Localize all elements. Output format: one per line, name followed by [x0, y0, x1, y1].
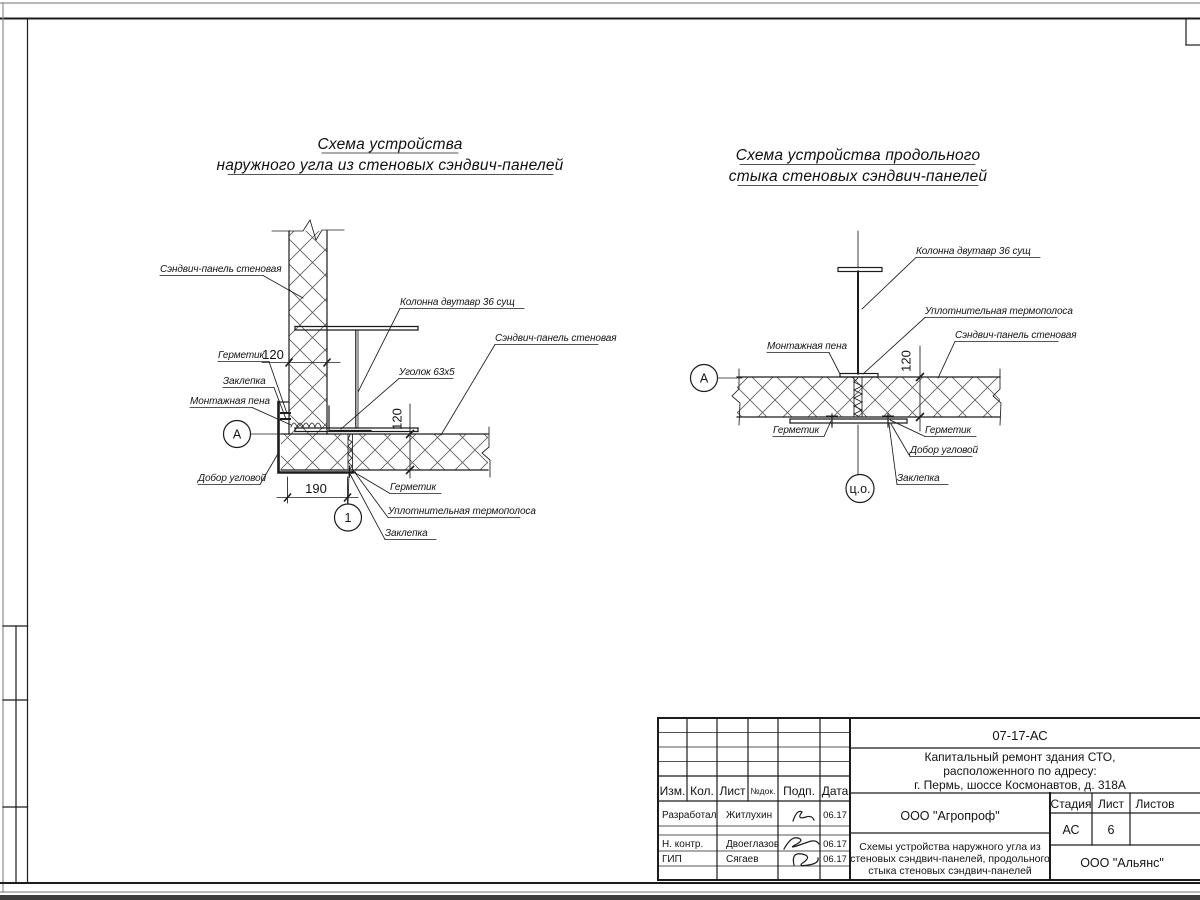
label-thermal-strip: Уплотнительная термополоса — [925, 306, 1073, 317]
label-sealant-right: Герметик — [925, 425, 972, 436]
section-mark-a — [691, 365, 743, 392]
sheet-title-line1: Схемы устройства наружного угла из — [859, 841, 1041, 853]
project-line2: расположенного по адресу: — [943, 764, 1097, 778]
label-sealant-top: Герметик — [218, 350, 265, 361]
scheme-titles — [217, 136, 988, 186]
dim-text: 120 — [898, 350, 914, 372]
left-scheme-title-line1: Схема устройства — [317, 136, 463, 153]
sheet-title-line3: стыка стеновых сэндвич-панелей — [868, 865, 1032, 877]
label-sealant-left: Герметик — [773, 425, 820, 436]
project-line1: Капитальный ремонт здания СТО, — [924, 750, 1116, 764]
label-sealant-bottom: Герметик — [390, 482, 437, 493]
label-panel-wall: Сэндвич-панель стеновая — [160, 264, 282, 275]
label-corner-trim: Добор угловой — [198, 473, 266, 484]
col-header-izm: Изм. — [659, 784, 686, 798]
node-mark-1 — [335, 474, 362, 531]
signature-gip — [793, 854, 818, 866]
svg-text:А: А — [699, 371, 709, 386]
label-corner-trim: Добор угловой — [910, 445, 978, 456]
row-name-gip: Сягаев — [726, 854, 759, 865]
stage-value: АС — [1062, 823, 1080, 837]
org-top: ООО "Агропроф" — [900, 809, 1000, 823]
vertical-panel-hatch — [289, 231, 327, 434]
right-scheme-labels — [767, 246, 1077, 485]
project-line3: г. Пермь, шоссе Космонавтов, д. 318А — [914, 778, 1126, 792]
row-date-gip: 06.17 — [823, 854, 847, 865]
row-date-ncontr: 06.17 — [823, 839, 847, 850]
label-panel-wall: Сэндвич-панель стеновая — [955, 330, 1077, 341]
label-rivet-bottom: Заклепка — [385, 528, 428, 539]
svg-text:1: 1 — [344, 511, 352, 525]
row-name-ncontr: Двоеглазов — [726, 839, 780, 850]
right-scheme-title-line2: стыка стеновых сэндвич-панелей — [728, 168, 988, 185]
center-axis-mark — [846, 425, 874, 503]
panel-hatch — [737, 377, 1000, 417]
signature-ncontr — [784, 838, 819, 849]
label-thermal-strip: Уплотнительная термополоса — [388, 506, 536, 517]
right-scheme — [691, 231, 1078, 503]
section-mark-a — [224, 421, 282, 448]
scan-edge-strip — [0, 895, 1200, 900]
svg-text:А: А — [232, 427, 242, 442]
column-ibeam-elevation — [838, 231, 882, 377]
left-scheme-title-line2: наружного угла из стеновых сэндвич-панелей — [216, 157, 564, 174]
signature-developer — [793, 811, 814, 821]
left-scheme — [160, 220, 617, 540]
sheet-value: 6 — [1107, 823, 1115, 837]
label-rivet: Заклепка — [897, 473, 940, 484]
dim-text: 120 — [389, 408, 405, 430]
title-block — [658, 718, 1200, 880]
label-column: Колонна двутавр 36 сущ — [400, 297, 515, 308]
dim-text: 120 — [262, 347, 284, 362]
row-name-developer: Житлухин — [726, 810, 773, 821]
horizontal-panel-hatch — [281, 434, 488, 470]
sheet-title-line2: стеновых сэндвич-панелей, продольного — [850, 853, 1050, 865]
col-header-podp: Подп. — [783, 784, 815, 798]
label-column: Колонна двутавр 36 сущ — [916, 246, 1031, 257]
org-bottom: ООО "Альянс" — [1080, 856, 1164, 870]
row-role-developer: Разработал — [662, 810, 717, 821]
row-role-ncontr: Н. контр. — [662, 839, 704, 850]
left-scheme-labels — [160, 264, 617, 540]
right-scheme-title-line1: Схема устройства продольного — [735, 147, 981, 164]
sheet-label: Лист — [1097, 797, 1125, 811]
col-header-kol: Кол. — [690, 784, 714, 798]
col-header-ndok: №док. — [750, 786, 776, 796]
row-date-developer: 06.17 — [823, 810, 847, 821]
label-panel-wall-2: Сэндвич-панель стеновая — [495, 333, 617, 344]
col-header-data: Дата — [821, 784, 849, 798]
col-header-list: Лист — [719, 784, 746, 798]
label-angle: Уголок 63х5 — [399, 367, 455, 378]
steel-angle — [329, 406, 371, 431]
svg-text:ц.о.: ц.о. — [849, 482, 871, 496]
dim-text: 190 — [305, 481, 327, 496]
sheets-label: Листов — [1135, 797, 1175, 811]
label-foam: Монтажная пена — [190, 396, 270, 407]
stage-label: Стадия — [1050, 797, 1092, 811]
row-role-gip: ГИП — [662, 854, 682, 865]
dim-corner — [277, 477, 358, 503]
label-rivet-top: Заклепка — [223, 376, 266, 387]
label-foam: Монтажная пена — [767, 341, 847, 352]
doc-code: 07-17-АС — [992, 728, 1048, 743]
